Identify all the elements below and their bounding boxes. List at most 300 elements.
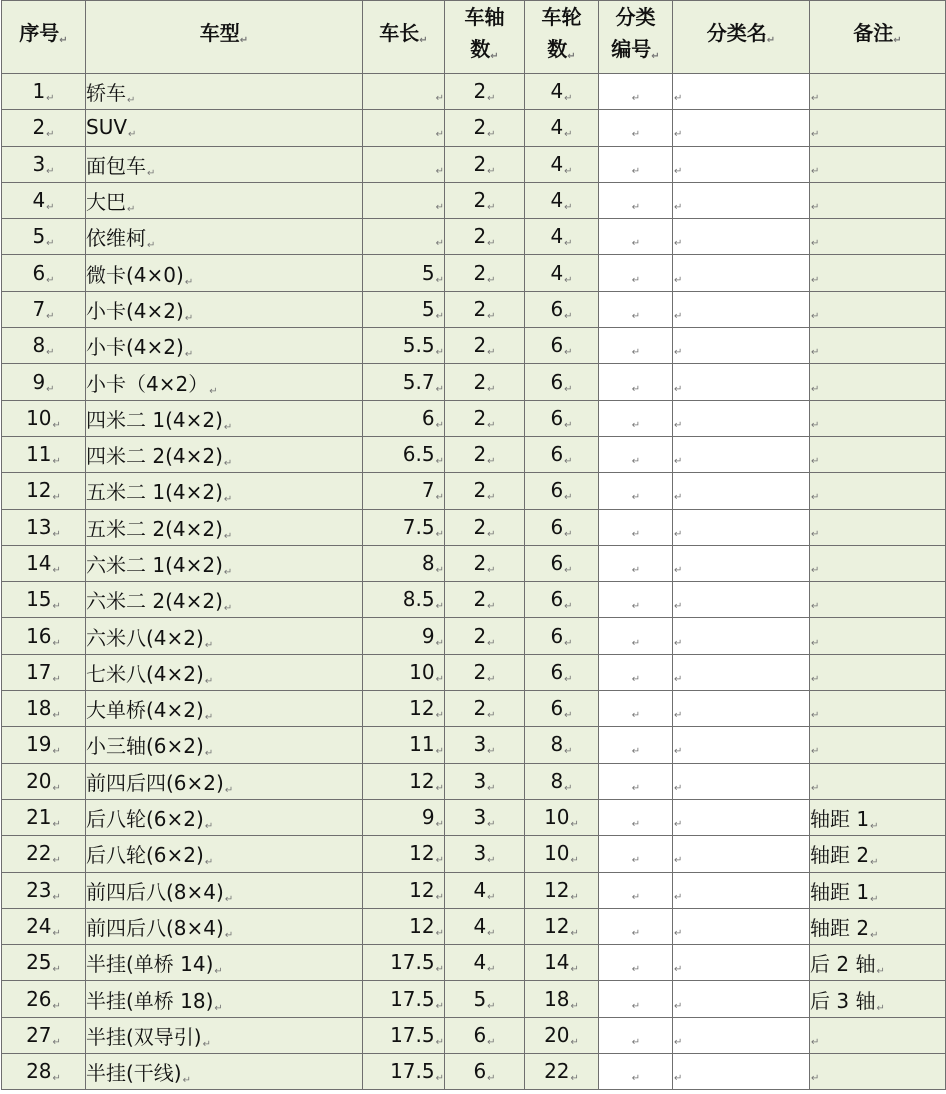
cell-note[interactable]: [810, 1017, 946, 1053]
cell-class-no[interactable]: [599, 872, 673, 908]
cell-class-no[interactable]: [599, 1054, 673, 1090]
cell-wheels[interactable]: [525, 146, 599, 182]
cell-model[interactable]: [86, 146, 363, 182]
cell-class-name[interactable]: [673, 182, 810, 218]
cell-length-text: 17.5: [390, 986, 435, 1011]
paragraph-mark: ↵: [52, 565, 61, 576]
cell-note[interactable]: [810, 219, 946, 255]
cell-length-text: 17.5: [390, 950, 435, 975]
cell-wheels-text: 4: [550, 115, 564, 140]
cell-index[interactable]: [2, 182, 86, 218]
cell-index[interactable]: [2, 74, 86, 110]
cell-index-text: 27: [26, 1022, 52, 1047]
paragraph-mark: ↵: [674, 202, 683, 214]
cell-length-text: 17.5: [390, 1059, 435, 1084]
paragraph-mark: ↵: [811, 165, 820, 177]
cell-wheels[interactable]: [525, 509, 599, 545]
cell-class-name[interactable]: [673, 727, 810, 763]
cell-index[interactable]: [2, 836, 86, 872]
cell-class-name[interactable]: [673, 763, 810, 799]
cell-axles-text: 3: [473, 841, 487, 866]
cell-length[interactable]: [363, 291, 445, 327]
cell-note[interactable]: [810, 836, 946, 872]
cell-model[interactable]: [86, 219, 363, 255]
cell-note[interactable]: [810, 328, 946, 364]
cell-index[interactable]: [2, 1017, 86, 1053]
cell-length[interactable]: [363, 945, 445, 981]
cell-length[interactable]: [363, 110, 445, 146]
cell-class-no[interactable]: [599, 291, 673, 327]
cell-index[interactable]: [2, 545, 86, 581]
cell-class-name[interactable]: [673, 836, 810, 872]
paragraph-mark: ↵: [52, 673, 61, 685]
cell-length-text: 9: [421, 805, 435, 830]
cell-length[interactable]: [363, 1054, 445, 1090]
cell-class-no[interactable]: [599, 436, 673, 472]
cell-wheels[interactable]: [525, 291, 599, 327]
cell-model[interactable]: [86, 291, 363, 327]
cell-model[interactable]: [86, 509, 363, 545]
paragraph-mark: ↵: [204, 712, 214, 724]
cell-model[interactable]: [86, 945, 363, 981]
cell-length[interactable]: [363, 981, 445, 1017]
paragraph-mark: ↵: [674, 274, 683, 286]
cell-index[interactable]: [2, 1054, 86, 1090]
cell-index[interactable]: [2, 255, 86, 291]
cell-axles[interactable]: [445, 981, 525, 1017]
cell-axles[interactable]: [445, 836, 525, 872]
cell-class-name[interactable]: [673, 908, 810, 944]
cell-index[interactable]: [2, 110, 86, 146]
cell-note[interactable]: [810, 74, 946, 110]
table-row: [2, 436, 946, 472]
cell-model-text: 半挂(单桥 18): [86, 988, 214, 1013]
cell-model[interactable]: [86, 727, 363, 763]
cell-length[interactable]: [363, 836, 445, 872]
cell-axles[interactable]: [445, 436, 525, 472]
cell-wheels[interactable]: [525, 1054, 599, 1090]
cell-axles[interactable]: [445, 473, 525, 509]
cell-class-name[interactable]: [673, 981, 810, 1017]
paragraph-mark: ↵: [570, 927, 579, 939]
cell-axles[interactable]: [445, 291, 525, 327]
cell-note[interactable]: [810, 182, 946, 218]
cell-index[interactable]: [2, 691, 86, 727]
cell-wheels[interactable]: [525, 545, 599, 581]
cell-note[interactable]: [810, 400, 946, 436]
cell-length-text: 12: [409, 768, 435, 793]
cell-class-no[interactable]: [599, 364, 673, 400]
cell-model[interactable]: [86, 691, 363, 727]
cell-axles[interactable]: [445, 219, 525, 255]
cell-class-name[interactable]: [673, 328, 810, 364]
cell-axles[interactable]: [445, 182, 525, 218]
cell-axles[interactable]: [445, 146, 525, 182]
cell-class-name[interactable]: [673, 582, 810, 618]
cell-class-name[interactable]: [673, 872, 810, 908]
cell-index[interactable]: [2, 654, 86, 690]
cell-class-no[interactable]: [599, 799, 673, 835]
cell-class-no[interactable]: [599, 545, 673, 581]
cell-wheels[interactable]: [525, 691, 599, 727]
cell-wheels-text: 18: [544, 986, 570, 1011]
cell-wheels[interactable]: [525, 328, 599, 364]
cell-index-text: 2: [32, 115, 46, 140]
cell-axles[interactable]: [445, 691, 525, 727]
cell-index[interactable]: [2, 400, 86, 436]
paragraph-mark: ↵: [52, 492, 61, 504]
cell-model[interactable]: [86, 1017, 363, 1053]
cell-wheels[interactable]: [525, 872, 599, 908]
cell-length[interactable]: [363, 74, 445, 110]
cell-class-name[interactable]: [673, 654, 810, 690]
paragraph-mark: ↵: [631, 165, 641, 177]
cell-class-name[interactable]: [673, 110, 810, 146]
cell-wheels-text: 14: [544, 950, 570, 975]
paragraph-mark: ↵: [223, 530, 233, 542]
cell-axles[interactable]: [445, 618, 525, 654]
cell-note[interactable]: [810, 872, 946, 908]
cell-class-name[interactable]: [673, 473, 810, 509]
paragraph-mark: ↵: [487, 855, 496, 867]
cell-model[interactable]: [86, 545, 363, 581]
cell-class-no[interactable]: [599, 945, 673, 981]
cell-index-text: 17: [26, 659, 52, 684]
cell-length[interactable]: [363, 908, 445, 944]
cell-axles[interactable]: [445, 727, 525, 763]
cell-length-text: 5: [421, 260, 435, 285]
cell-class-no[interactable]: [599, 146, 673, 182]
paragraph-mark: ↵: [811, 637, 820, 649]
cell-index[interactable]: [2, 872, 86, 908]
cell-wheels[interactable]: [525, 255, 599, 291]
cell-index[interactable]: [2, 799, 86, 835]
cell-note[interactable]: [810, 981, 946, 1017]
cell-wheels-text: 20: [544, 1022, 570, 1047]
paragraph-mark: ↵: [811, 1073, 820, 1085]
cell-axles[interactable]: [445, 799, 525, 835]
cell-length-text: 12: [409, 841, 435, 866]
paragraph-mark: ↵: [674, 528, 683, 540]
cell-class-no[interactable]: [599, 110, 673, 146]
table-row: [2, 219, 946, 255]
cell-class-no[interactable]: [599, 400, 673, 436]
cell-note[interactable]: [810, 255, 946, 291]
cell-model[interactable]: [86, 908, 363, 944]
cell-class-name[interactable]: [673, 1054, 810, 1090]
paragraph-mark: ↵: [435, 855, 444, 867]
cell-model[interactable]: [86, 872, 363, 908]
paragraph-mark: ↵: [811, 528, 820, 540]
cell-model-text: SUV: [86, 115, 128, 140]
cell-index[interactable]: [2, 436, 86, 472]
cell-wheels[interactable]: [525, 582, 599, 618]
cell-axles[interactable]: [445, 582, 525, 618]
cell-class-name[interactable]: [673, 799, 810, 835]
cell-length[interactable]: [363, 219, 445, 255]
cell-model-text: 大单桥(4×2): [86, 698, 204, 723]
cell-length[interactable]: [363, 763, 445, 799]
paragraph-mark: ↵: [435, 891, 444, 903]
cell-class-no[interactable]: [599, 691, 673, 727]
cell-class-no[interactable]: [599, 727, 673, 763]
cell-index[interactable]: [2, 473, 86, 509]
cell-index[interactable]: [2, 981, 86, 1017]
cell-wheels[interactable]: [525, 945, 599, 981]
cell-index[interactable]: [2, 509, 86, 545]
cell-model[interactable]: [86, 364, 363, 400]
cell-axles[interactable]: [445, 545, 525, 581]
cell-class-no[interactable]: [599, 473, 673, 509]
paragraph-mark: ↵: [487, 456, 496, 468]
cell-class-no[interactable]: [599, 654, 673, 690]
paragraph-mark: ↵: [435, 710, 444, 722]
cell-length[interactable]: [363, 872, 445, 908]
cell-note[interactable]: [810, 291, 946, 327]
cell-wheels[interactable]: [525, 836, 599, 872]
paragraph-mark: ↵: [674, 456, 683, 468]
table-row: [2, 74, 946, 110]
cell-model[interactable]: [86, 763, 363, 799]
cell-axles[interactable]: [445, 255, 525, 291]
cell-index-text: 22: [26, 841, 52, 866]
cell-class-name[interactable]: [673, 74, 810, 110]
cell-axles[interactable]: [445, 654, 525, 690]
cell-index[interactable]: [2, 908, 86, 944]
cell-axles[interactable]: [445, 1017, 525, 1053]
paragraph-mark: ↵: [564, 492, 573, 504]
cell-class-no[interactable]: [599, 74, 673, 110]
cell-class-no[interactable]: [599, 836, 673, 872]
paragraph-mark: ↵: [674, 238, 683, 250]
cell-wheels[interactable]: [525, 799, 599, 835]
cell-length[interactable]: [363, 509, 445, 545]
cell-wheels[interactable]: [525, 727, 599, 763]
cell-index[interactable]: [2, 618, 86, 654]
cell-model[interactable]: [86, 74, 363, 110]
cell-axles[interactable]: [445, 328, 525, 364]
cell-model[interactable]: [86, 654, 363, 690]
cell-class-no[interactable]: [599, 763, 673, 799]
cell-wheels[interactable]: [525, 74, 599, 110]
cell-class-name[interactable]: [673, 618, 810, 654]
cell-model[interactable]: [86, 255, 363, 291]
cell-class-name[interactable]: [673, 945, 810, 981]
cell-note[interactable]: [810, 727, 946, 763]
cell-class-name[interactable]: [673, 436, 810, 472]
table-row: [2, 146, 946, 182]
cell-wheels[interactable]: [525, 763, 599, 799]
cell-axles[interactable]: [445, 945, 525, 981]
cell-note[interactable]: [810, 618, 946, 654]
cell-length[interactable]: [363, 400, 445, 436]
cell-axles[interactable]: [445, 364, 525, 400]
cell-model[interactable]: [86, 618, 363, 654]
cell-note[interactable]: [810, 691, 946, 727]
cell-length[interactable]: [363, 654, 445, 690]
cell-class-no[interactable]: [599, 908, 673, 944]
cell-model[interactable]: [86, 473, 363, 509]
cell-length[interactable]: [363, 146, 445, 182]
cell-model[interactable]: [86, 436, 363, 472]
cell-note[interactable]: [810, 582, 946, 618]
paragraph-mark: ↵: [487, 492, 496, 504]
cell-note[interactable]: [810, 110, 946, 146]
cell-model[interactable]: [86, 110, 363, 146]
cell-index[interactable]: [2, 763, 86, 799]
paragraph-mark: ↵: [570, 1000, 579, 1012]
cell-wheels[interactable]: [525, 219, 599, 255]
cell-class-name[interactable]: [673, 509, 810, 545]
paragraph-mark: ↵: [876, 1002, 885, 1014]
paragraph-mark: ↵: [674, 383, 683, 395]
cell-class-no[interactable]: [599, 182, 673, 218]
cell-class-no[interactable]: [599, 981, 673, 1017]
cell-model[interactable]: [86, 582, 363, 618]
paragraph-mark: ↵: [435, 601, 444, 613]
cell-wheels[interactable]: [525, 400, 599, 436]
cell-note[interactable]: [810, 545, 946, 581]
cell-axles[interactable]: [445, 509, 525, 545]
cell-length[interactable]: [363, 328, 445, 364]
cell-wheels[interactable]: [525, 110, 599, 146]
table-row: [2, 545, 946, 581]
cell-index-text: 26: [26, 986, 52, 1011]
cell-note[interactable]: [810, 908, 946, 944]
cell-index[interactable]: [2, 364, 86, 400]
cell-wheels[interactable]: [525, 473, 599, 509]
cell-class-no[interactable]: [599, 255, 673, 291]
cell-length[interactable]: [363, 1017, 445, 1053]
cell-axles[interactable]: [445, 1054, 525, 1090]
paragraph-mark: ↵: [564, 637, 573, 649]
cell-class-name[interactable]: [673, 219, 810, 255]
cell-index-text: 14: [26, 551, 52, 575]
cell-wheels[interactable]: [525, 182, 599, 218]
cell-axles[interactable]: [445, 872, 525, 908]
cell-length[interactable]: [363, 364, 445, 400]
cell-wheels-text: 4: [550, 79, 564, 104]
cell-note[interactable]: [810, 654, 946, 690]
cell-class-name[interactable]: [673, 400, 810, 436]
header-class-no: 分类 编号↵: [599, 1, 673, 74]
table-row: [2, 110, 946, 146]
paragraph-mark: ↵: [223, 494, 233, 506]
cell-model[interactable]: [86, 1054, 363, 1090]
cell-index[interactable]: [2, 219, 86, 255]
paragraph-mark: ↵: [147, 167, 156, 179]
cell-class-no[interactable]: [599, 1017, 673, 1053]
paragraph-mark: ↵: [870, 929, 879, 941]
cell-length[interactable]: [363, 727, 445, 763]
cell-length[interactable]: [363, 182, 445, 218]
cell-note[interactable]: [810, 364, 946, 400]
cell-axles[interactable]: [445, 908, 525, 944]
cell-axles[interactable]: [445, 400, 525, 436]
cell-model[interactable]: [86, 328, 363, 364]
paragraph-mark: ↵: [564, 673, 573, 685]
cell-model[interactable]: [86, 400, 363, 436]
cell-length[interactable]: [363, 473, 445, 509]
cell-class-name[interactable]: [673, 691, 810, 727]
cell-note[interactable]: [810, 473, 946, 509]
cell-wheels[interactable]: [525, 364, 599, 400]
cell-index[interactable]: [2, 291, 86, 327]
cell-class-name[interactable]: [673, 291, 810, 327]
cell-length[interactable]: [363, 545, 445, 581]
header-class-name: 分类名↵: [673, 1, 810, 74]
cell-note[interactable]: [810, 945, 946, 981]
cell-model[interactable]: [86, 182, 363, 218]
cell-model[interactable]: [86, 981, 363, 1017]
cell-note[interactable]: [810, 1054, 946, 1090]
paragraph-mark: ↵: [147, 240, 156, 252]
cell-class-name[interactable]: [673, 364, 810, 400]
cell-length[interactable]: [363, 436, 445, 472]
cell-class-name[interactable]: [673, 1017, 810, 1053]
cell-axles-text: 2: [473, 514, 487, 539]
cell-axles-text: 4: [473, 877, 487, 902]
cell-model-text: 四米二 1(4×2): [86, 407, 223, 432]
cell-wheels[interactable]: [525, 618, 599, 654]
cell-class-name[interactable]: [673, 146, 810, 182]
cell-axles[interactable]: [445, 763, 525, 799]
cell-length[interactable]: [363, 618, 445, 654]
cell-wheels[interactable]: [525, 981, 599, 1017]
cell-wheels[interactable]: [525, 436, 599, 472]
cell-length[interactable]: [363, 582, 445, 618]
cell-wheels[interactable]: [525, 1017, 599, 1053]
cell-length[interactable]: [363, 691, 445, 727]
cell-index-text: 8: [32, 333, 46, 358]
cell-class-no[interactable]: [599, 328, 673, 364]
cell-axles-text: 2: [473, 696, 487, 721]
cell-note[interactable]: [810, 509, 946, 545]
paragraph-mark: ↵: [52, 637, 61, 649]
cell-wheels[interactable]: [525, 908, 599, 944]
cell-class-no[interactable]: [599, 618, 673, 654]
cell-wheels[interactable]: [525, 654, 599, 690]
cell-note[interactable]: [810, 799, 946, 835]
cell-note[interactable]: [810, 146, 946, 182]
cell-class-name[interactable]: [673, 545, 810, 581]
cell-index[interactable]: [2, 727, 86, 763]
paragraph-mark: ↵: [631, 927, 641, 939]
cell-index[interactable]: [2, 582, 86, 618]
paragraph-mark: ↵: [674, 746, 683, 758]
cell-axles[interactable]: [445, 110, 525, 146]
cell-index-text: 13: [26, 514, 52, 539]
paragraph-mark: ↵: [46, 274, 55, 286]
cell-note-text: 后 3 轴: [810, 988, 876, 1013]
cell-axles[interactable]: [445, 74, 525, 110]
cell-index[interactable]: [2, 328, 86, 364]
cell-note[interactable]: [810, 436, 946, 472]
cell-class-name[interactable]: [673, 255, 810, 291]
cell-index[interactable]: [2, 945, 86, 981]
cell-class-no[interactable]: [599, 582, 673, 618]
cell-class-no[interactable]: [599, 509, 673, 545]
cell-class-no[interactable]: [599, 219, 673, 255]
cell-model[interactable]: [86, 836, 363, 872]
paragraph-mark: ↵: [52, 782, 61, 794]
cell-note[interactable]: [810, 763, 946, 799]
cell-length[interactable]: [363, 255, 445, 291]
cell-model[interactable]: [86, 799, 363, 835]
cell-index[interactable]: [2, 146, 86, 182]
cell-length[interactable]: [363, 799, 445, 835]
cell-model-text: 小卡（4×2）: [86, 371, 209, 396]
